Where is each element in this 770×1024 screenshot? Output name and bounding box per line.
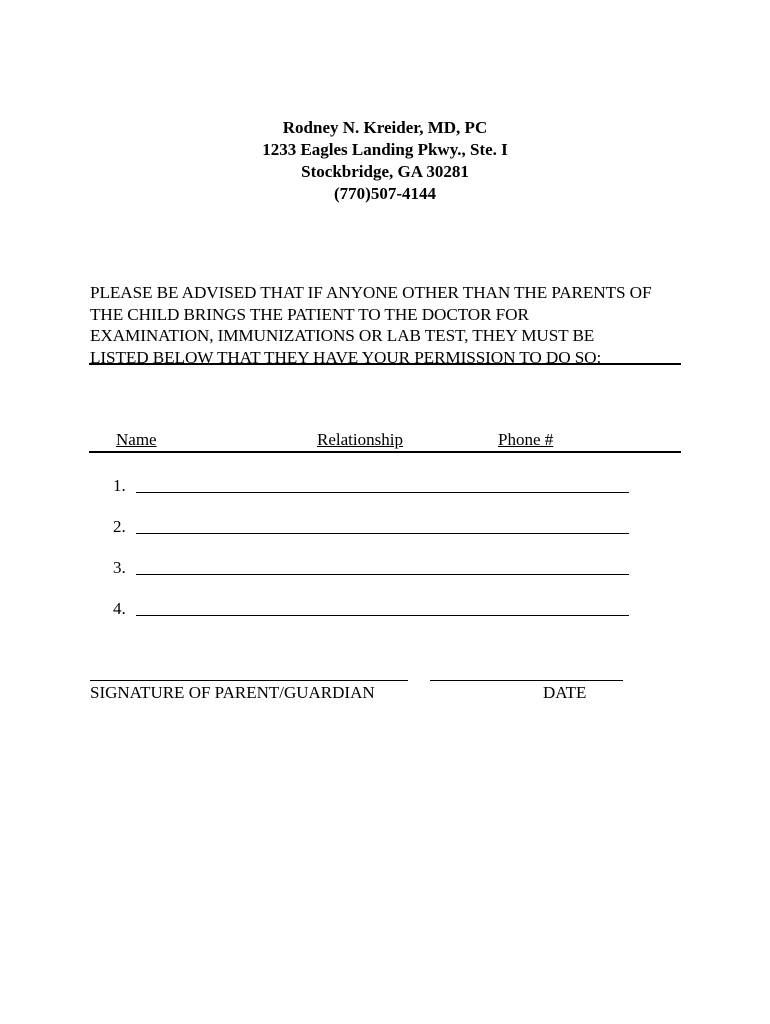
date-line[interactable] [430,680,623,681]
column-header-phone: Phone # [498,430,554,449]
authorized-person-row-4 [113,599,633,621]
row-number: 2. [113,517,126,536]
row-number: 1. [113,476,126,495]
header-divider [89,451,681,453]
authorized-person-row-3 [113,558,633,580]
row-number: 4. [113,599,126,618]
authorized-person-row-1 [113,476,633,498]
parent-signature-label: SIGNATURE OF PARENT/GUARDIAN [90,683,375,702]
practice-address-line2: Stockbridge, GA 30281 [301,162,469,181]
date-label: DATE [543,683,587,702]
permission-notice [90,282,682,368]
letterhead [0,117,770,205]
notice-line: LISTED BELOW THAT THEY HAVE YOUR PERMISSION TO DO SO: [90,347,602,367]
notice-line: THE CHILD BRINGS THE PATIENT TO THE DOCTOR FOR [90,304,529,324]
practice-name: Rodney N. Kreider, MD, PC [282,118,488,137]
column-header-name: Name [116,430,157,449]
entry-blank-line[interactable] [136,492,629,493]
practice-phone: (770)507-4144 [334,184,436,203]
row-number: 3. [113,558,126,577]
parent-signature-line[interactable] [90,680,408,681]
notice-line: EXAMINATION, IMMUNIZATIONS OR LAB TEST, THEY MUST BE [90,326,595,346]
entry-blank-line[interactable] [136,533,629,534]
entry-blank-line[interactable] [136,615,629,616]
column-header-relationship: Relationship [317,430,403,449]
authorized-person-row-2 [113,517,633,539]
notice-divider [89,363,681,365]
notice-line: PLEASE BE ADVISED THAT IF ANYONE OTHER THAN THE PARENTS OF [90,283,652,302]
entry-blank-line[interactable] [136,574,629,575]
practice-address-line1: 1233 Eagles Landing Pkwy., Ste. I [262,140,508,159]
